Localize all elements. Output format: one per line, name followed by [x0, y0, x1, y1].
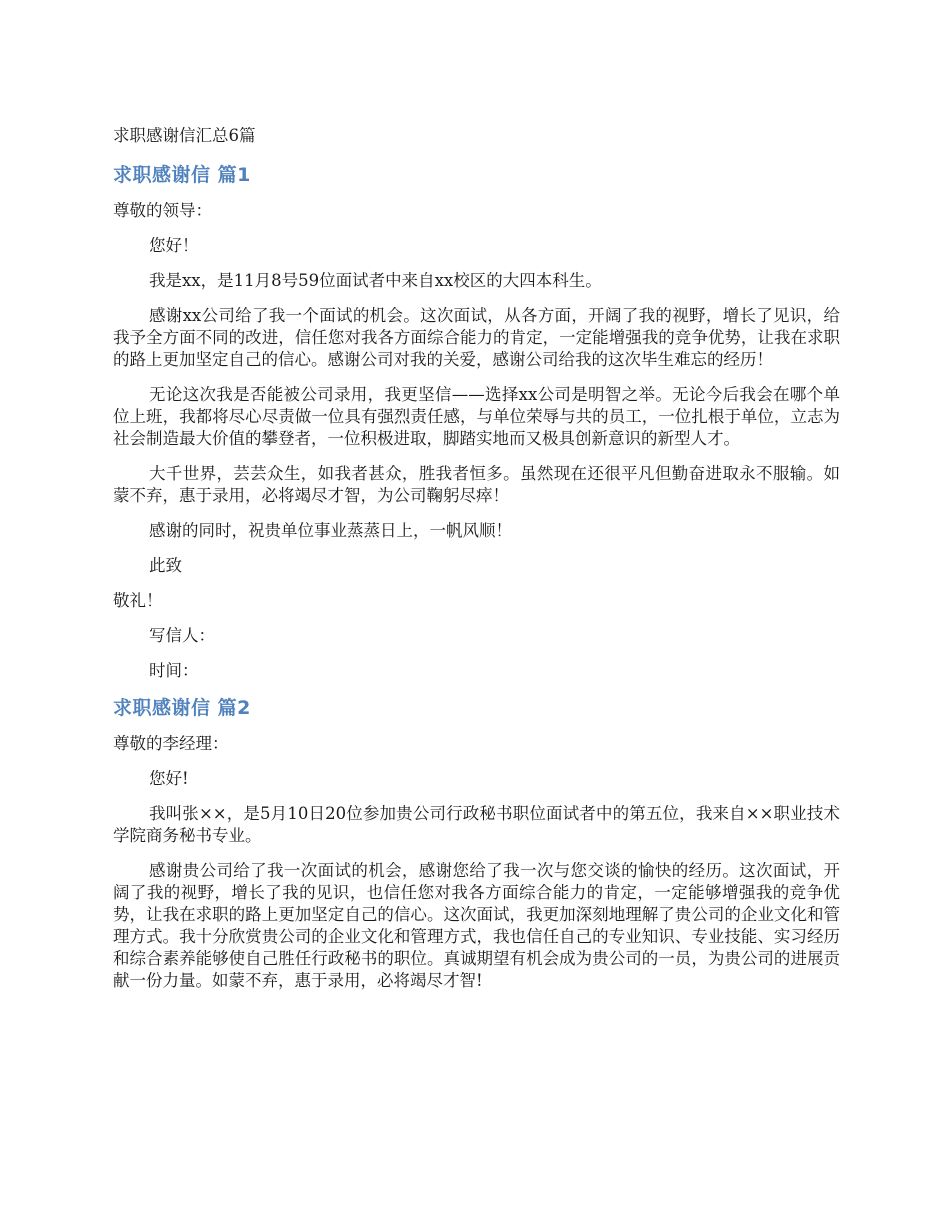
body-paragraph: 我叫张××，是5月10日20位参加贵公司行政秘书职位面试者中的第五位，我来自××职业技术学院商务秘书专业。 [113, 804, 840, 845]
body-paragraph: 大千世界，芸芸众生，如我者甚众，胜我者恒多。虽然现在还很平凡但勤奋进取永不服输。如蒙不弃，惠于录用，必将竭尽才智，为公司鞠躬尽瘁！ [113, 464, 840, 505]
date-line: 时间： [149, 661, 199, 680]
section-heading: 求职感谢信 篇1 [113, 164, 251, 186]
document-page [113, 124, 840, 1005]
body-paragraph: 无论这次我是否能被公司录用，我更坚信——选择xx公司是明智之举。无论今后我会在哪个单位上班，我都将尽心尽责做一位具有强烈责任感，与单位荣辱与共的员工，一位扎根于单位，立志为社会制造最大价值的攀登者，一位积极进取，脚踏实地而又极具创新意识的新型人才。 [113, 385, 840, 448]
section-heading: 求职感谢信 篇2 [113, 697, 251, 719]
salutation: 尊敬的李经理： [113, 734, 229, 753]
salutation: 尊敬的领导： [113, 201, 212, 220]
greeting: 您好！ [149, 236, 199, 255]
writer-line: 写信人： [149, 626, 215, 645]
document-title: 求职感谢信汇总6篇 [113, 126, 256, 145]
body-paragraph: 感谢贵公司给了我一次面试的机会，感谢您给了我一次与您交谈的愉快的经历。这次面试，开阔了我的视野，增长了我的见识，也信任您对我各方面综合能力的肯定，一定能够增强我的竞争优势，让我在求职的路上更加坚定自己的信心。这次面试，我更加深刻地理解了贵公司的企业文化和管理方式。我十分欣赏贵公司的企业文化和管理方式，我也信任自己的专业知识、专业技能、实习经历和综合素养能够使自己胜任行政秘书的职位。真诚期望有机会成为贵公司的一员，为贵公司的进展贡献一份力量。如蒙不弃，惠于录用，必将竭尽才智! [113, 861, 840, 990]
body-paragraph: 感谢的同时，祝贵单位事业蒸蒸日上，一帆风顺！ [149, 521, 512, 540]
body-paragraph: 我是xx，是11月8号59位面试者中来自xx校区的大四本科生。 [149, 271, 602, 290]
letter-section-2 [113, 695, 840, 992]
closing-line: 此致 [149, 556, 182, 575]
closing-salute: 敬礼！ [113, 591, 163, 610]
greeting: 您好! [149, 769, 189, 788]
body-paragraph: 感谢xx公司给了我一个面试的机会。这次面试，从各方面，开阔了我的视野，增长了见识，给我予全方面不同的改进，信任您对我各方面综合能力的肯定，一定能增强我的竞争优势，让我在求职的路上更加坚定自己的信心。感谢公司对我的关爱，感谢公司给我的这次毕生难忘的经历！ [113, 306, 840, 369]
letter-section-1 [113, 162, 840, 682]
